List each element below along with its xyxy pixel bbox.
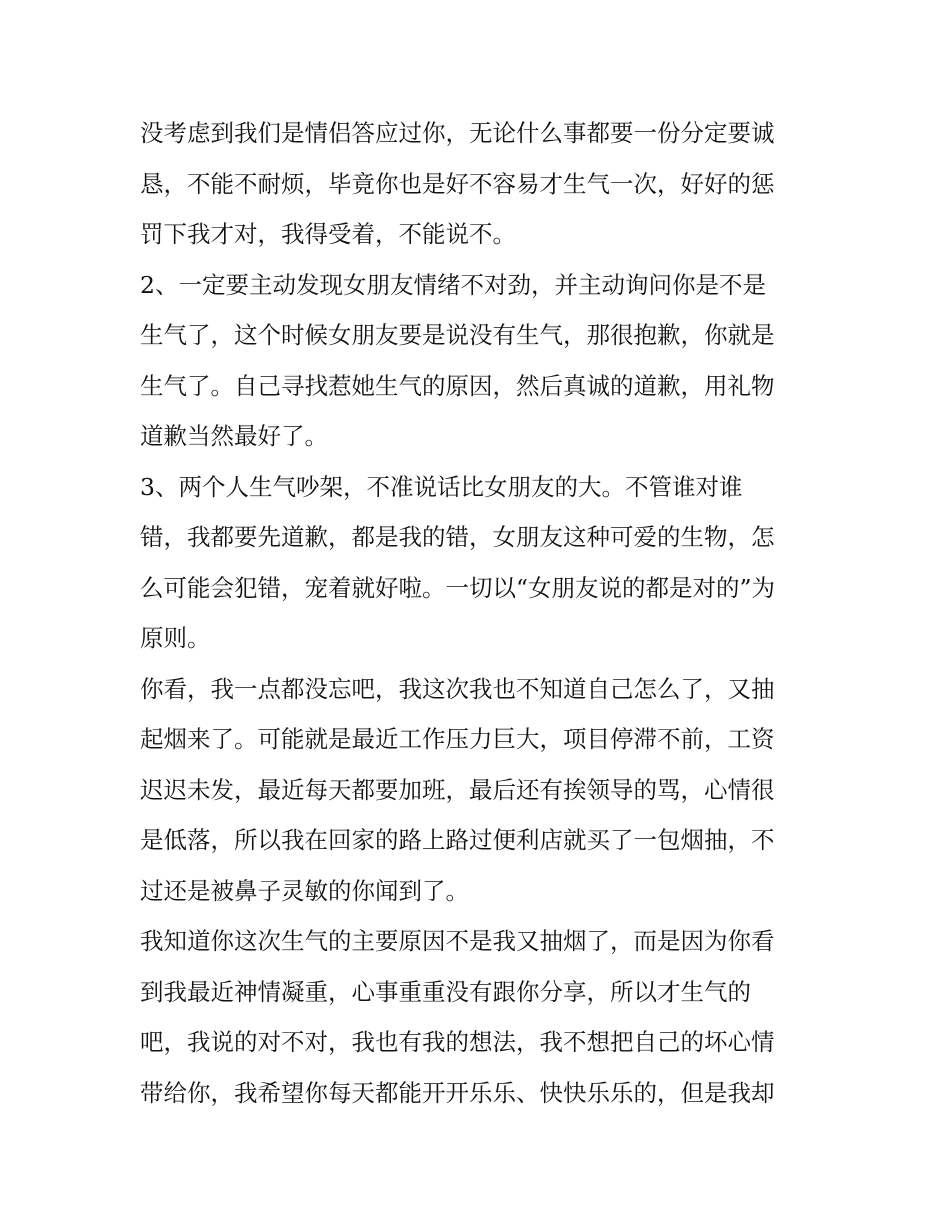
text-line: 罚下我才对，我得受着，不能说不。: [140, 220, 516, 248]
text-line: 你看，我一点都没忘吧，我这次我也不知道自己怎么了，又抽: [140, 674, 775, 703]
text-line: 2、一定要主动发现女朋友情绪不对劲，并主动询问你是不是: [140, 270, 766, 299]
text-line: 没考虑到我们是情侣答应过你，无论什么事都要一份分定要诚: [140, 119, 775, 147]
text-line: 错，我都要先道歉，都是我的错，女朋友这种可爱的生物，怎: [140, 523, 775, 551]
text-line: 我知道你这次生气的主要原因不是我又抽烟了，而是因为你看: [140, 927, 775, 955]
text-line: 是低落，所以我在回家的路上路过便利店就买了一包烟抽，不: [140, 826, 775, 854]
text-line: 吧，我说的对不对，我也有我的想法，我不想把自己的坏心情: [140, 1028, 775, 1056]
text-line: 么可能会犯错，宠着就好啦。一切以“女朋友说的都是对的”为: [140, 573, 776, 602]
text-line: 带给你，我希望你每天都能开开乐乐、快快乐乐的，但是我却: [140, 1078, 775, 1107]
text-line: 3、两个人生气吵架，不准说话比女朋友的大。不管谁对谁: [140, 472, 743, 501]
document-body: [140, 108, 820, 1118]
text-line: 到我最近神情凝重，心事重重没有跟你分享，所以才生气的: [140, 977, 751, 1006]
text-line: 迟迟未发，最近每天都要加班，最后还有挨领导的骂，心情很: [140, 775, 775, 804]
text-line: 生气了。自己寻找惹她生气的原因，然后真诚的道歉，用礼物: [140, 371, 775, 400]
text-line: 过还是被鼻子灵敏的你闻到了。: [140, 876, 469, 905]
text-line: 起烟来了。可能就是最近工作压力巨大，项目停滞不前，工资: [140, 725, 775, 753]
text-line: 恳，不能不耐烦，毕竟你也是好不容易才生气一次，好好的惩: [140, 169, 775, 198]
text-line: 生气了，这个时候女朋友要是说没有生气，那很抱歉，你就是: [140, 321, 775, 349]
text-line: 原则。: [140, 624, 211, 652]
text-line: 道歉当然最好了。: [140, 422, 328, 450]
